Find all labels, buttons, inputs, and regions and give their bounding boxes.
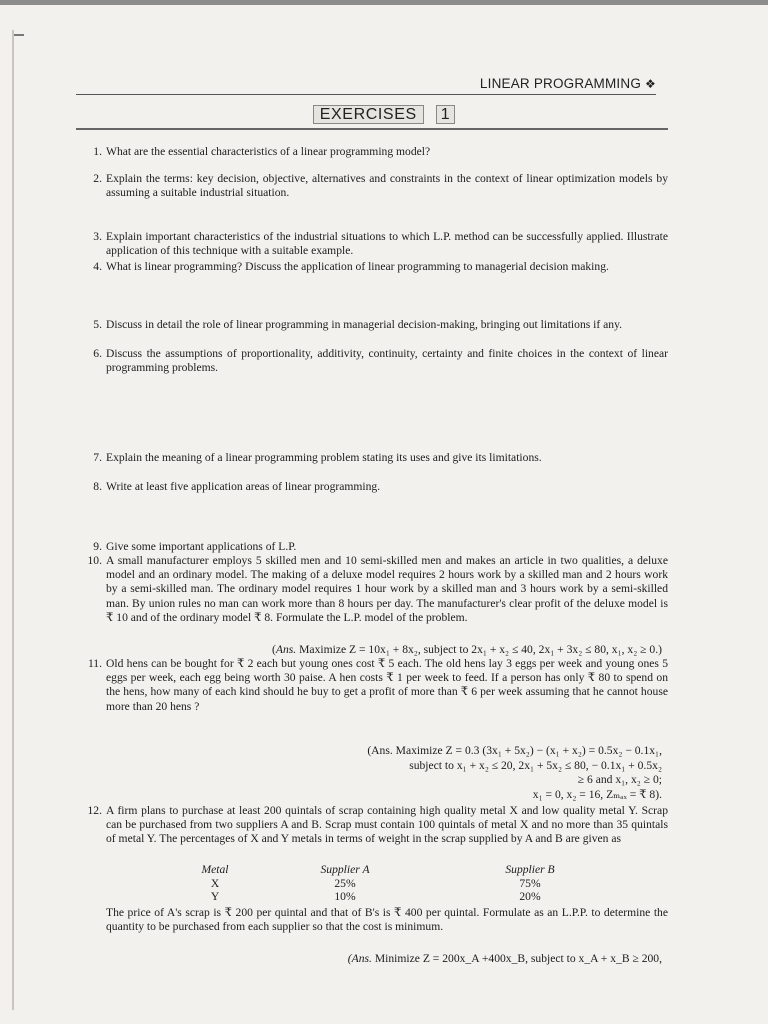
question-number: 3. <box>93 230 102 243</box>
question-number: 12. <box>87 804 102 817</box>
question-number: 2. <box>93 172 102 185</box>
table-cell: 25% <box>334 876 356 890</box>
question-text: Give some important applications of L.P. <box>106 540 297 553</box>
table-row <box>180 877 620 891</box>
question-text: Explain important characteristics of the industrial situations to which L.P. method can be successfully applied. Illustrate application of this technique with a suitable example. <box>106 230 668 258</box>
question-9 <box>82 540 668 554</box>
table-cell: 75% <box>519 876 541 890</box>
question-text: What is linear programming? Discuss the application of linear programming to managerial decision making. <box>106 260 609 273</box>
answer-line: x₁ = 0, x₂ = 16, Zₘₐₓ = ₹ 8). <box>532 787 662 801</box>
table-header: Metal <box>201 863 229 876</box>
question-text: A small manufacturer employs 5 skilled men and 10 semi-skilled men and makes an article in two qualities, a deluxe model and an ordinary model. The making of a deluxe model requires 2 hours work by a skilled man and 2 hours work by a semi-skilled man. The ordinary model requires 1 hour work by a skilled man and 3 hours work by a semi-skilled man. By union rules no man can work more than 8 hours per day. The manufacturer's clear profit of the deluxe model is ₹ 10 and of the ordinary model ₹ 8. Formulate the L.P. model of the problem. <box>106 554 668 624</box>
question-number: 4. <box>93 260 102 273</box>
answer-text: Minimize Z = 200x_A +400x_B, subject to x_A + x_B ≥ 200, <box>374 952 662 965</box>
question-2 <box>82 172 668 200</box>
table-cell: Y <box>210 890 220 904</box>
question-number: 6. <box>93 347 102 360</box>
answer-line: (Ans. Maximize Z = 0.3 (3x₁ + 5x₂) − (x₁ + x₂) = 0.5x₂ − 0.1x₁, <box>367 744 662 757</box>
question-text: Write at least five application areas of linear programming. <box>106 480 381 493</box>
scan-margin-line <box>12 30 14 1010</box>
table-header: Supplier A <box>320 863 370 876</box>
exercises-number: 1 <box>436 105 456 124</box>
answer-label: Ans. <box>275 643 297 656</box>
scan-edge <box>0 0 768 5</box>
question-10 <box>82 554 668 625</box>
question-11 <box>82 657 668 714</box>
exercises-heading <box>0 106 768 124</box>
question-number: 5. <box>93 318 102 331</box>
question-number: 8. <box>93 480 102 493</box>
question-12 <box>82 804 668 847</box>
table-cell: X <box>210 876 220 890</box>
table-row <box>180 890 620 904</box>
question-text: Explain the terms: key decision, objective, alternatives and constraints in the context of linear optimization models by assuming a suitable industrial situation. <box>106 172 668 200</box>
question-number: 9. <box>93 540 102 553</box>
answer-text: Maximize Z = 10x₁ + 8x₂, subject to 2x₁ + x₂ ≤ 40, 2x₁ + 3x₂ ≤ 80, x₁, x₂ ≥ 0.) <box>299 643 662 656</box>
answer-line: ≥ 6 and x₁, x₂ ≥ 0; <box>577 773 662 787</box>
question-3 <box>82 230 668 258</box>
answer-12 <box>100 952 662 966</box>
heading-rule <box>76 128 668 130</box>
exercises-title: EXERCISES <box>313 105 424 124</box>
question-text: Explain the meaning of a linear programming problem stating its uses and give its limitations. <box>106 451 542 464</box>
metal-table <box>180 863 620 904</box>
question-number: 10. <box>87 554 102 567</box>
question-number: 11. <box>87 657 102 670</box>
table-cell: 20% <box>519 890 541 904</box>
question-text: What are the essential characteristics of a linear programming model? <box>106 145 431 158</box>
header-rule <box>76 94 656 95</box>
question-text: Discuss in detail the role of linear programming in managerial decision-making, bringing out limitations if any. <box>106 318 623 331</box>
question-text: The price of A's scrap is ₹ 200 per quintal and that of B's is ₹ 400 per quintal. Formulate as an L.P.P. to determine the quantity to be purchased from each supplier so that the cost is minimum. <box>106 906 668 934</box>
question-5 <box>82 318 668 332</box>
answer-line: subject to x₁ + x₂ ≤ 20, 2x₁ + 5x₂ ≤ 80, − 0.1x₁ + 0.5x₂ <box>409 758 662 772</box>
running-head-text: LINEAR PROGRAMMING <box>479 76 642 91</box>
ornament-icon: ❖ <box>645 77 656 91</box>
table-header-row <box>180 863 620 877</box>
answer-label: (Ans. <box>347 952 372 965</box>
answer-11 <box>300 744 662 802</box>
table-cell: 10% <box>334 890 356 904</box>
question-8 <box>82 480 668 494</box>
question-7 <box>82 451 668 465</box>
question-number: 1. <box>93 145 102 158</box>
scan-mark <box>14 34 24 36</box>
question-number: 7. <box>93 451 102 464</box>
question-text: A firm plans to purchase at least 200 quintals of scrap containing high quality metal X and low quality metal Y. Scrap can be purchased from two suppliers A and B. Scrap must contain 100 quintals of metal X and no more than 35 quintals of metal Y. The percentages of X and Y metals in terms of weight in the scrap supplied by A and B are given as <box>106 804 668 846</box>
question-text: Discuss the assumptions of proportionality, additivity, continuity, certainty and finite choices in the context of linear programming problems. <box>106 347 668 375</box>
question-text: Old hens can be bought for ₹ 2 each but young ones cost ₹ 5 each. The old hens lay 3 eggs per week and young ones 5 eggs per week, each egg being worth 30 paise. A hen costs ₹ 1 per week to feed. If a person has only ₹ 80 to spend on the hens, how many of each kind should he buy to get a profit of more than ₹ 6 per week assuming that he cannot house more than 20 hens ? <box>106 657 668 713</box>
running-head <box>480 76 656 91</box>
question-12-continuation <box>82 906 668 934</box>
question-6 <box>82 347 668 375</box>
question-4 <box>82 260 668 274</box>
question-1 <box>82 145 668 159</box>
answer-10: (Ans. Maximize Z = 10x₁ + 8x₂, subject to 2x₁ + x₂ ≤ 40, 2x₁ + 3x₂ ≤ 80, x₁, x₂ ≥ 0.) <box>272 643 662 656</box>
table-header: Supplier B <box>505 863 555 876</box>
